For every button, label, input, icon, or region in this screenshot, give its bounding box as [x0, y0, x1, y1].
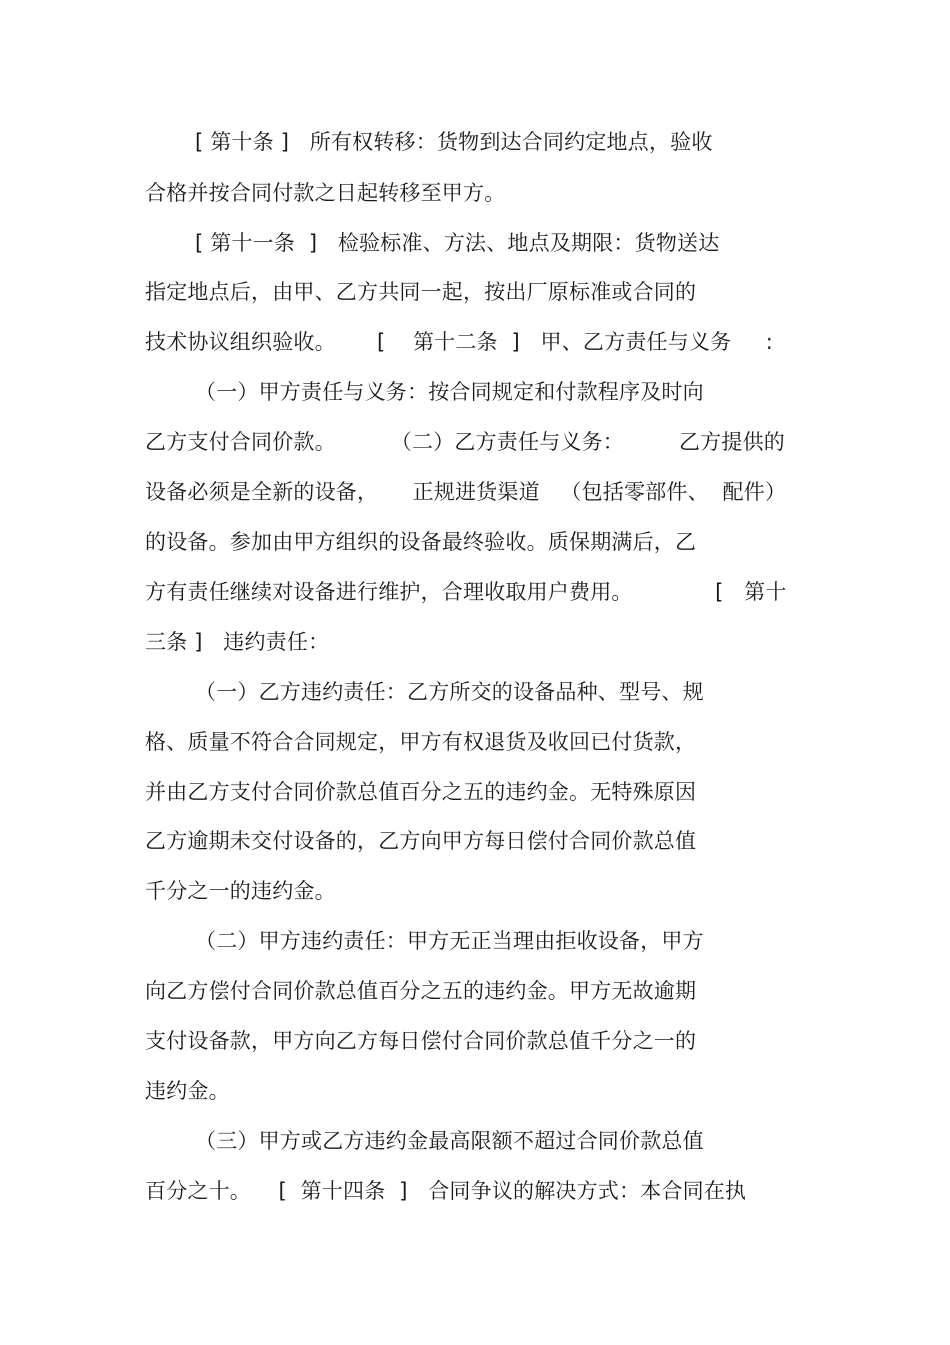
- text-line: 设备必须是全新的设备， 正规进货渠道 （包括零部件、 配件）: [145, 480, 787, 504]
- text-line: （三）甲方或乙方违约金最高限额不超过合同价款总值: [195, 1129, 704, 1153]
- text-line: 三条 ] 违约责任：: [145, 630, 330, 654]
- text-line: 指定地点后，由甲、乙方共同一起，按出厂原标准或合同的: [145, 280, 697, 304]
- text-line: 格、质量不符合合同规定，甲方有权退货及收回已付货款，: [145, 730, 697, 754]
- text-line: 的设备。参加由甲方组织的设备最终验收。质保期满后，乙: [145, 530, 697, 554]
- text-line: （一）甲方责任与义务：按合同规定和付款程序及时向: [195, 380, 704, 404]
- text-line: 并由乙方支付合同价款总值百分之五的违约金。无特殊原因: [145, 780, 697, 804]
- text-line: 合格并按合同付款之日起转移至甲方。: [145, 181, 506, 205]
- text-line: 违约金。: [145, 1079, 230, 1103]
- text-line: 技术协议组织验收。 [ 第十二条 ] 甲、乙方责任与义务 :: [145, 330, 773, 354]
- text-line: 乙方逾期未交付设备的，乙方向甲方每日偿付合同价款总值: [145, 829, 697, 853]
- text-line: 千分之一的违约金。: [145, 879, 336, 903]
- text-line: 乙方支付合同价款。 （二）乙方责任与义务： 乙方提供的: [145, 430, 786, 454]
- text-line: [ 第十一条 ] 检验标准、方法、地点及期限：货物送达: [195, 231, 720, 255]
- text-line: 向乙方偿付合同价款总值百分之五的违约金。甲方无故逾期: [145, 979, 697, 1003]
- text-line: 支付设备款，甲方向乙方每日偿付合同价款总值千分之一的: [145, 1029, 697, 1053]
- text-line: （一）乙方违约责任：乙方所交的设备品种、型号、规: [195, 680, 704, 704]
- text-line: [ 第十条 ] 所有权转移：货物到达合同约定地点，验收: [195, 130, 713, 154]
- text-line: 方有责任继续对设备进行维护，合理收取用户费用。 [ 第十: [145, 580, 787, 604]
- text-line: （二）甲方违约责任：甲方无正当理由拒收设备，甲方: [195, 929, 704, 953]
- text-line: 百分之十。 [ 第十四条 ] 合同争议的解决方式：本合同在执: [145, 1179, 747, 1203]
